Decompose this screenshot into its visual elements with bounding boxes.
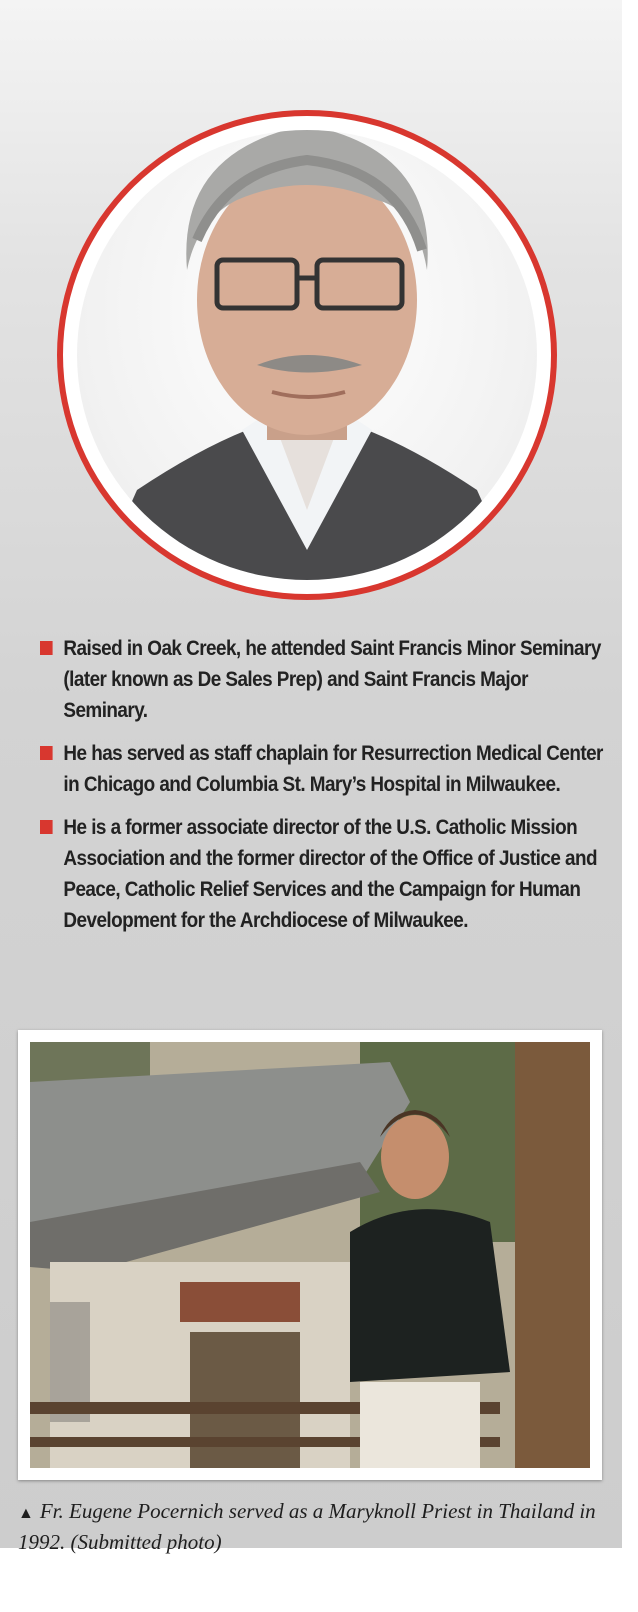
bio-bullet — [40, 812, 612, 936]
photo-caption — [18, 1497, 618, 1557]
archive-photo — [30, 1042, 590, 1468]
caption-text: Fr. Eugene Pocernich served as a Maryknoll Priest in Thailand in 1992. (Submitted photo) — [18, 1499, 596, 1554]
bio-bullet-text: He has served as staff chaplain for Resurrection Medical Center in Chicago and Columbia St. Mary’s Hospital in Milwaukee. — [63, 742, 603, 796]
bullet-square-icon — [40, 641, 53, 655]
bullet-square-icon — [40, 746, 53, 760]
bullet-square-icon — [40, 820, 53, 834]
portrait-illustration — [77, 130, 537, 580]
bio-bullet-text: Raised in Oak Creek, he attended Saint Francis Minor Seminary (later known as De Sales Prep) and Saint Francis Major Seminary. — [63, 637, 601, 722]
bio-bullet — [40, 633, 612, 726]
portrait-ring — [57, 110, 557, 600]
portrait-photo — [77, 130, 537, 580]
archive-photo-frame — [18, 1030, 602, 1480]
bio-bullet — [40, 738, 612, 800]
bio-bullet-list — [40, 633, 603, 948]
triangle-up-icon: ▲ — [18, 1505, 34, 1522]
bio-bullet-text: He is a former associate director of the U.S. Catholic Mission Association and the former director of the Office of Justice and Peace, Catholic Relief Services and the Campaign for Human Development for the Archdiocese of Milwaukee. — [63, 816, 597, 932]
temple-scene-illustration — [30, 1042, 590, 1468]
